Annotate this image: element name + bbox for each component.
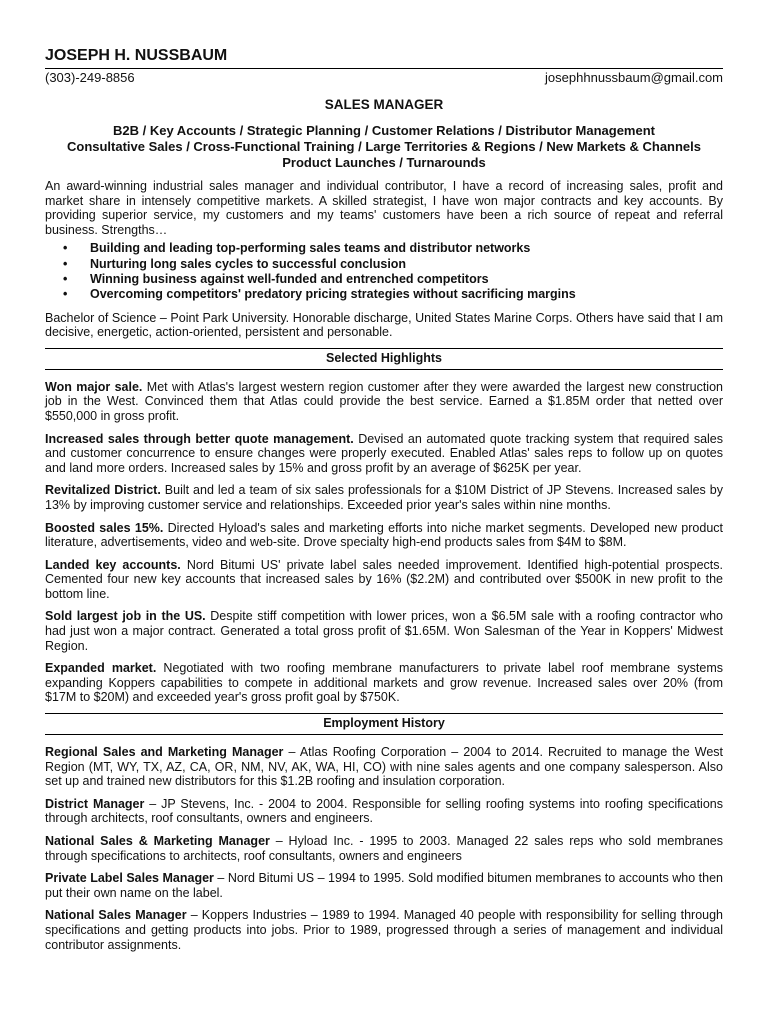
highlight-text: Directed Hyload's sales and marketing efforts into niche market segments. Developed new product literature, advertisements, video and web-site. Drove specialty high-end products sales from $4M to $8M. bbox=[45, 520, 723, 550]
strength-item: • Building and leading top-performing sales teams and distributor networks bbox=[63, 241, 723, 256]
employment-role: National Sales Manager bbox=[45, 908, 187, 923]
employment-text: – Koppers Industries – 1989 to 1994. Managed 40 people with responsibility for selling through specifications and getting products into jobs. Prior to 1989, progressed through a series of management and individual contributor assignments. bbox=[45, 908, 724, 952]
highlight-text: Negotiated with two roofing membrane manufacturers to private label roof membrane systems expanding Koppers capabilities to compete in additional markets and grow revenue. Increased sales over 20% (from $17M to $20M) and exceeded year's gross profit goal by $750K. bbox=[45, 661, 723, 705]
highlight-entry bbox=[45, 521, 723, 550]
highlight-lead: Won major sale. bbox=[45, 379, 143, 394]
highlight-text: Devised an automated quote tracking system that required sales and customer concurrence to ensure changes were properly executed. Enabled Atlas' sales reps to follow up on quotes and land more orders. Increased sales by 15% and gross profit by an average of $625K per year. bbox=[45, 431, 724, 475]
highlight-entry bbox=[45, 483, 723, 512]
employment-entry bbox=[45, 834, 723, 863]
employment-entry bbox=[45, 908, 723, 952]
highlight-text: Nord Bitumi US' private label sales needed improvement. Identified high-potential prospects. Cemented four new key accounts that increased sales by 16% ($2.2M) and contributed over $500K in new profit to the bottom line. bbox=[45, 557, 723, 601]
email-address: josephhnussbaum@gmail.com bbox=[545, 70, 723, 85]
highlight-lead: Revitalized District. bbox=[45, 483, 161, 498]
summary-paragraph: An award-winning industrial sales manager and individual contributor, I have a record of increasing sales, profit and market share in intensely competitive markets. A skilled strategist, I have won major contracts and key accounts. By providing superior service, my customers and my teams' customers have been a rich source of repeat and referral business. Strengths… bbox=[45, 179, 723, 237]
strength-item: • Overcoming competitors' predatory pricing strategies without sacrificing margins bbox=[63, 287, 723, 302]
highlight-entry bbox=[45, 609, 723, 653]
strength-item: • Winning business against well-funded and entrenched competitors bbox=[63, 272, 723, 287]
highlight-lead: Landed key accounts. bbox=[45, 557, 181, 572]
highlight-lead: Expanded market. bbox=[45, 661, 157, 676]
keywords-line: Product Launches / Turnarounds bbox=[282, 155, 486, 170]
highlight-entry bbox=[45, 661, 723, 705]
employment-role: Private Label Sales Manager bbox=[45, 871, 214, 886]
section-heading-highlights: Selected Highlights bbox=[45, 348, 723, 370]
employment-role: Regional Sales and Marketing Manager bbox=[45, 745, 284, 760]
employment-entry bbox=[45, 745, 723, 789]
highlight-entry bbox=[45, 432, 723, 476]
employment-entry bbox=[45, 797, 723, 826]
highlight-entry bbox=[45, 380, 723, 424]
education-paragraph: Bachelor of Science – Point Park University. Honorable discharge, United States Marine Corps. Others have said that I am decisive, energetic, action-oriented, persistent and personable. bbox=[45, 310, 723, 340]
employment-text: – JP Stevens, Inc. - 2004 to 2004. Responsible for selling roofing systems into roofing specifications through architects, roof consultants, owners and engineers. bbox=[45, 796, 723, 826]
employment-role: District Manager bbox=[45, 796, 145, 811]
employment-role: National Sales & Marketing Manager bbox=[45, 834, 270, 848]
employment-entry bbox=[45, 871, 723, 900]
highlight-lead: Boosted sales 15%. bbox=[45, 520, 164, 535]
highlight-text: Met with Atlas's largest western region customer after they were awarded the largest new construction job in the West. Convinced them that Atlas could provide the best service. Earned a $1.85M order that netted over $550,000 in gross profit. bbox=[45, 379, 723, 423]
keywords-block bbox=[45, 123, 723, 171]
resume-page bbox=[45, 46, 723, 952]
highlight-text: Despite stiff competition with lower prices, won a $6.5M sale with a roofing contractor who had just won a major contract. Generated a total gross profit of $1.65M. Won Salesman of the Year in Koppers' Midwest Region. bbox=[45, 609, 723, 653]
highlight-text: Built and led a team of six sales professionals for a $10M District of JP Stevens. Increased sales by 13% by improving customer service and relationships. Exceeded prior year's sales within nine months. bbox=[45, 483, 723, 512]
employment-text: – Nord Bitumi US – 1994 to 1995. Sold modified bitumen membranes to accounts who then put their own name on the label. bbox=[45, 871, 723, 900]
candidate-name: JOSEPH H. NUSSBAUM bbox=[45, 47, 228, 64]
employment-text: – Hyload Inc. - 1995 to 2003. Managed 22 sales reps who sold membranes through specifications to architects, roof consultants, owners and engineers bbox=[45, 834, 723, 863]
header-rule bbox=[45, 68, 723, 69]
job-title: SALES MANAGER bbox=[324, 97, 444, 112]
phone-number: (303)-249-8856 bbox=[45, 70, 135, 85]
keywords-line: B2B / Key Accounts / Strategic Planning / Customer Relations / Distributor Management bbox=[112, 123, 655, 138]
section-heading-employment: Employment History bbox=[45, 713, 723, 735]
strength-item: • Nurturing long sales cycles to successful conclusion bbox=[63, 257, 723, 272]
strengths-list bbox=[45, 241, 723, 302]
highlight-lead: Sold largest job in the US. bbox=[45, 609, 206, 624]
employment-text: – Atlas Roofing Corporation – 2004 to 2014. Recruited to manage the West Region (MT, WY, TX, AZ, CA, OR, NM, NV, AK, WA, HI, CO) with nine sales agents and one company salesperson. Also set up and trained new distributors for this $1.2B roofing and insulation corporation. bbox=[45, 745, 724, 789]
contact-row bbox=[45, 70, 723, 86]
highlight-lead: Increased sales through better quote management. bbox=[45, 431, 354, 446]
highlight-entry bbox=[45, 558, 723, 602]
keywords-line: Consultative Sales / Cross-Functional Training / Large Territories & Regions / New Markets & Channels bbox=[66, 139, 702, 154]
